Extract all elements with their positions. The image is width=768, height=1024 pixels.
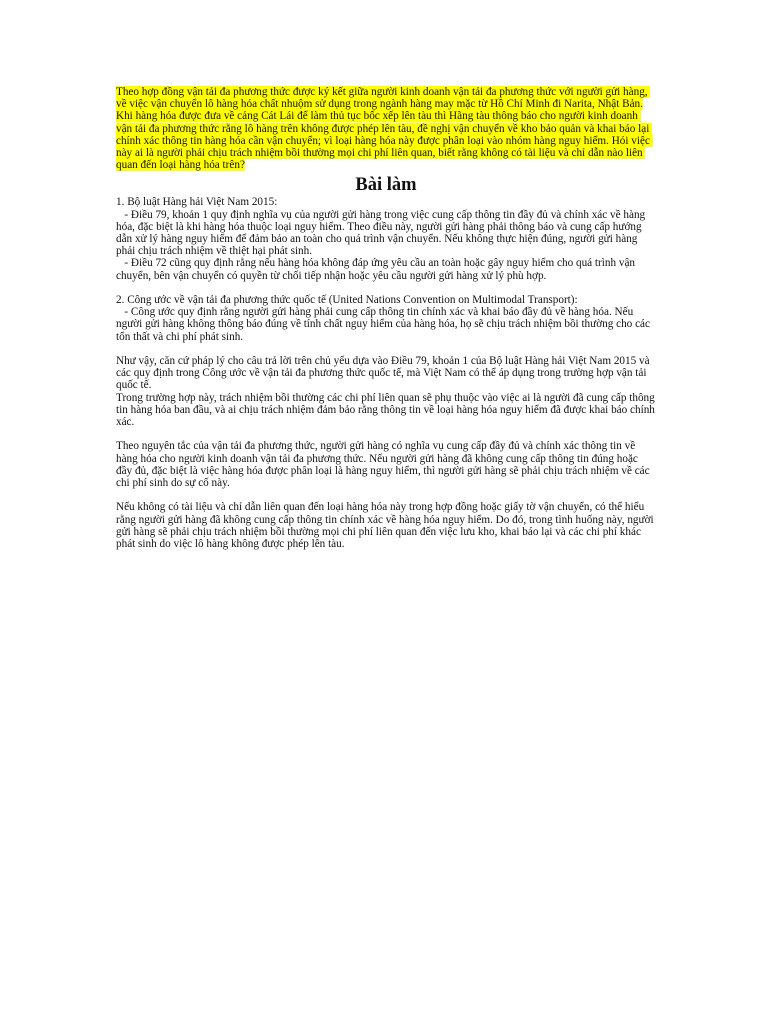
question-block — [116, 86, 656, 171]
conclusion-paragraph-2: Trong trường hợp này, trách nhiệm bồi thường các chi phí liên quan sẽ phụ thuộc vào việc ai là người đã cung cấp thông tin hàng hóa ban đầu, và ai chịu trách nhiệm đảm bảo rằng thông tin về loại hàng hóa nguy hiểm đã được khai báo chính xác. — [116, 391, 655, 429]
conclusion-paragraph-1: Như vậy, căn cứ pháp lý cho câu trả lời trên chủ yếu dựa vào Điều 79, khoản 1 của Bộ luật Hàng hải Việt Nam 2015 và các quy định trong Công ước về vận tải đa phương thức quốc tế, mà Việt Nam có thể áp dụng trong trường hợp vận tải quốc tế. — [116, 355, 650, 392]
question-paragraph-1: Theo hợp đồng vận tải đa phương thức được ký kết giữa người kinh doanh vận tải đa phương thức với người gửi hàng, về việc vận chuyển lô hàng hóa chất nhuộm sử dụng trong ngành hàng may mặc từ Hồ Chí Minh đi Narita, Nhật Bản. — [116, 86, 651, 111]
section-2-item-1: - Công ước quy định rằng người gửi hàng phải cung cấp thông tin chính xác và khai báo đầy đủ về hàng hóa. Nếu người gửi hàng không thông báo đúng về tính chất nguy hiểm của hàng hóa, họ sẽ chịu trách nhiệm bồi thường cho các tổn thất và chi phí phát sinh. — [116, 306, 653, 343]
section-1-item-2: - Điều 72 cũng quy định rằng nếu hàng hóa không đáp ứng yêu cầu an toàn hoặc gây nguy hiểm cho quá trình vận chuyển, bên vận chuyển có quyền từ chối tiếp nhận hoặc yêu cầu người gửi hàng xử lý phù hợp. — [116, 257, 638, 282]
page-title: Bài làm — [355, 175, 417, 196]
document-page — [116, 86, 656, 550]
conclusion-paragraph-3: Theo nguyên tắc của vận tải đa phương thức, người gửi hàng có nghĩa vụ cung cấp đầy đủ và chính xác thông tin về hàng hóa cho người kinh doanh vận tải đa phương thức. Nếu người gửi hàng đã không cung cấp thông tin đúng hoặc đầy đủ, đặc biệt là việc hàng hóa được phân loại là hàng nguy hiểm, thì người gửi hàng sẽ phải chịu trách nhiệm về các chi phí sinh do sự cố này. — [116, 440, 650, 490]
question-paragraph-2: Khi hàng hóa được đưa về cảng Cát Lái để làm thủ tục bốc xếp lên tàu thì Hãng tàu thông báo cho người kinh doanh vận tải đa phương thức rằng lô hàng trên không được phép lên tàu, đề nghị vận chuyển về kho bảo quản và khai báo lại chính xác thông tin hàng hóa cần vận chuyển; vì loại hàng hóa này được phân loại vào nhóm hàng nguy hiểm. Hỏi việc này ai là người phải chịu trách nhiệm bồi thường mọi chi phí liên quan, biết rằng không có tài liệu và chỉ dẫn nào liên quan đến loại hàng hóa trên? — [116, 110, 653, 172]
spacer — [116, 428, 656, 440]
spacer — [116, 489, 656, 501]
spacer — [116, 282, 656, 294]
section-1-item-1: - Điều 79, khoản 1 quy định nghĩa vụ của người gửi hàng trong việc cung cấp thông tin đầy đủ và chính xác về hàng hóa, đặc biệt là khi hàng hóa thuộc loại nguy hiểm. Theo điều này, người gửi hàng phải thông báo và cung cấp hướng dẫn xử lý hàng nguy hiểm để đảm bảo an toàn cho quá trình vận chuyển. Nếu không thực hiện đúng, người gửi hàng phải chịu trách nhiệm về thiệt hại phát sinh. — [116, 208, 648, 258]
section-1-heading: 1. Bộ luật Hàng hải Việt Nam 2015: — [116, 196, 278, 209]
conclusion-paragraph-4: Nếu không có tài liệu và chỉ dẫn liên quan đến loại hàng hóa này trong hợp đồng hoặc giấy tờ vận chuyển, có thể hiểu rằng người gửi hàng đã không cung cấp thông tin chính xác về hàng hóa nguy hiểm. Do đó, trong tình huống này, người gửi hàng sẽ phải chịu trách nhiệm bồi thường mọi chi phí liên quan đến việc lưu kho, khai báo lại và các chi phí khác phát sinh do việc lô hàng không được phép lên tàu. — [116, 501, 654, 551]
spacer — [116, 343, 656, 355]
section-2-heading: 2. Công ước về vận tải đa phương thức quốc tế (United Nations Convention on Multimodal Transport): — [116, 294, 578, 307]
